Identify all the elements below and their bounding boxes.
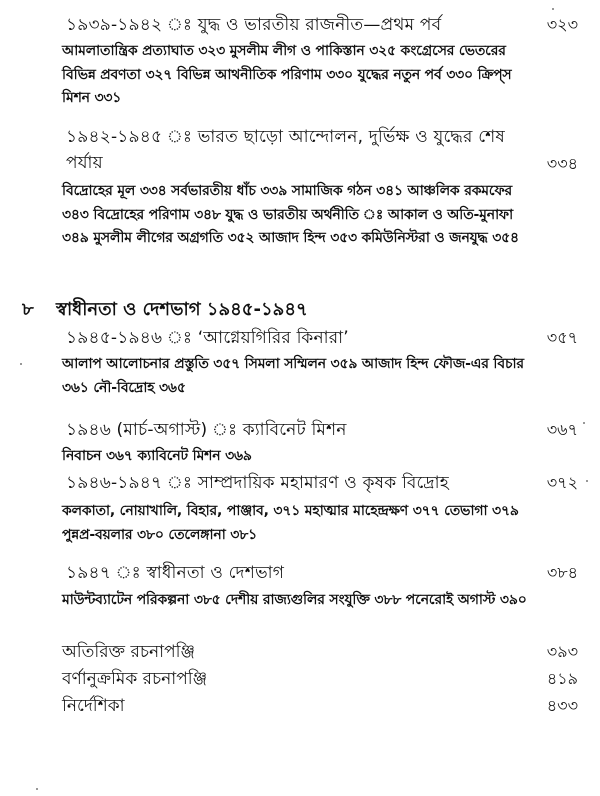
backmatter-page: ৪১৯ <box>546 669 578 688</box>
toc-entry-title: ১৯৪৬ (মার্চ-অগাস্ট) ঃ ক্যাবিনেট মিশন <box>66 420 347 440</box>
scan-speck <box>586 480 588 482</box>
toc-entry-title: ১৯৪২-১৯৪৫ ঃ ভারত ছাড়ো আন্দোলন, দুর্ভিক্ষ ও যুদ্ধের শেষ পর্যায় <box>66 127 505 173</box>
section-title: স্বাধীনতা ও দেশভাগ ১৯৪৫-১৯৪৭ <box>56 299 308 320</box>
toc-entry-title: ১৯৪৬-১৯৪৭ ঃ সাম্প্রদায়িক মহামারণ ও কৃষক বিদ্রোহ <box>66 473 449 493</box>
toc-entry-page: ৩৮৪ <box>546 563 578 582</box>
toc-entry-page: ৩৫৭ <box>546 328 578 347</box>
scan-speck <box>552 8 554 10</box>
toc-entry-page: ৩৬৭ <box>546 420 578 439</box>
toc-entry-description: আলাপ আলোচনার প্রস্তুতি ৩৫৭ সিমলা সম্মিলন ৩৫৯ আজাদ হিন্দ ফৌজ-এর বিচার ৩৬১ নৌ-বিদ্রোহ ৩৬৫ <box>62 356 524 396</box>
toc-entry-heading <box>66 417 578 443</box>
toc-entry-heading <box>66 124 578 176</box>
toc-entry-description: নিবাচন ৩৬৭ ক্যাবিনেট মিশন ৩৬৯ <box>62 448 252 464</box>
toc-entry-heading <box>66 12 578 38</box>
toc-entry-description: আমলাতান্ত্রিক প্রত্যাঘাত ৩২৩ মুসলীম লীগ ও পাকিস্তান ৩২৫ কংগ্রেসের ভেতরের বিভিন্ন প্রবণতা ৩২৭ বিভিন্ন আথনীতিক পরিণাম ৩৩০ যুদ্ধের নতুন পর্ব ৩৩০ ক্রিপ্‌স মিশন ৩৩১ <box>62 43 512 106</box>
backmatter-page: ৪৩৩ <box>546 696 578 715</box>
section-number: ৮ <box>22 299 34 320</box>
scan-speck <box>36 788 38 790</box>
toc-entry-description: কলকাতা, নোয়াখালি, বিহার, পাঞ্জাব, ৩৭১ মহাত্মার মাহেন্দ্রক্ষণ ৩৭৭ তেভাগা ৩৭৯ পুন্নপ্র-বয়লার ৩৮০ তেলেঙ্গানা ৩৮১ <box>62 503 519 543</box>
toc-entry-description: বিদ্রোহের মূল ৩৩৪ সর্বভারতীয় ধাঁচ ৩৩৯ সামাজিক গঠন ৩৪১ আঞ্চলিক রকমফের ৩৪৩ বিদ্রোহের পরিণাম ৩৪৮ যুদ্ধ ও ভারতীয় অর্থনীতি ঃ আকাল ও অতি-মুনাফা ৩৪৯ মুসলীম লীগের অগ্রগতি ৩৫২ আজাদ হিন্দ ৩৫৩ কমিউনিস্টরা ও জনযুদ্ধ ৩৫৪ <box>62 183 519 246</box>
scan-speck <box>20 363 22 365</box>
toc-entry-description: মাউন্টব্যাটেন পরিকল্পনা ৩৮৫ দেশীয় রাজ্যগুলির সংযুক্তি ৩৮৮ পনেরোই অগাস্ট ৩৯০ <box>62 592 527 608</box>
backmatter-item: বর্ণানুক্রমিক রচনাপঞ্জি <box>62 669 208 689</box>
toc-entry-heading <box>66 560 578 586</box>
backmatter-item: নির্দেশিকা <box>62 696 125 716</box>
toc-entry-heading <box>66 470 578 496</box>
toc-entry-heading <box>66 325 578 351</box>
toc-entry-title: ১৯৪৭ ঃ স্বাধীনতা ও দেশভাগ <box>66 563 285 583</box>
backmatter-page: ৩৯৩ <box>546 642 578 661</box>
toc-entry-page: ৩২৩ <box>546 15 578 34</box>
scan-speck <box>583 422 585 424</box>
toc-entry-page: ৩৭২ <box>546 473 578 492</box>
backmatter-item: অতিরিক্ত রচনাপঞ্জি <box>62 642 196 662</box>
toc-entry-title: ১৯৪৫-১৯৪৬ ঃ ‘আগ্নেয়গিরির কিনারা’ <box>66 328 349 348</box>
toc-entry-title: ১৯৩৯-১৯৪২ ঃ যুদ্ধ ও ভারতীয় রাজনীত—প্রথম পর্ব <box>66 15 442 35</box>
toc-entry-page: ৩৩৪ <box>546 154 578 173</box>
